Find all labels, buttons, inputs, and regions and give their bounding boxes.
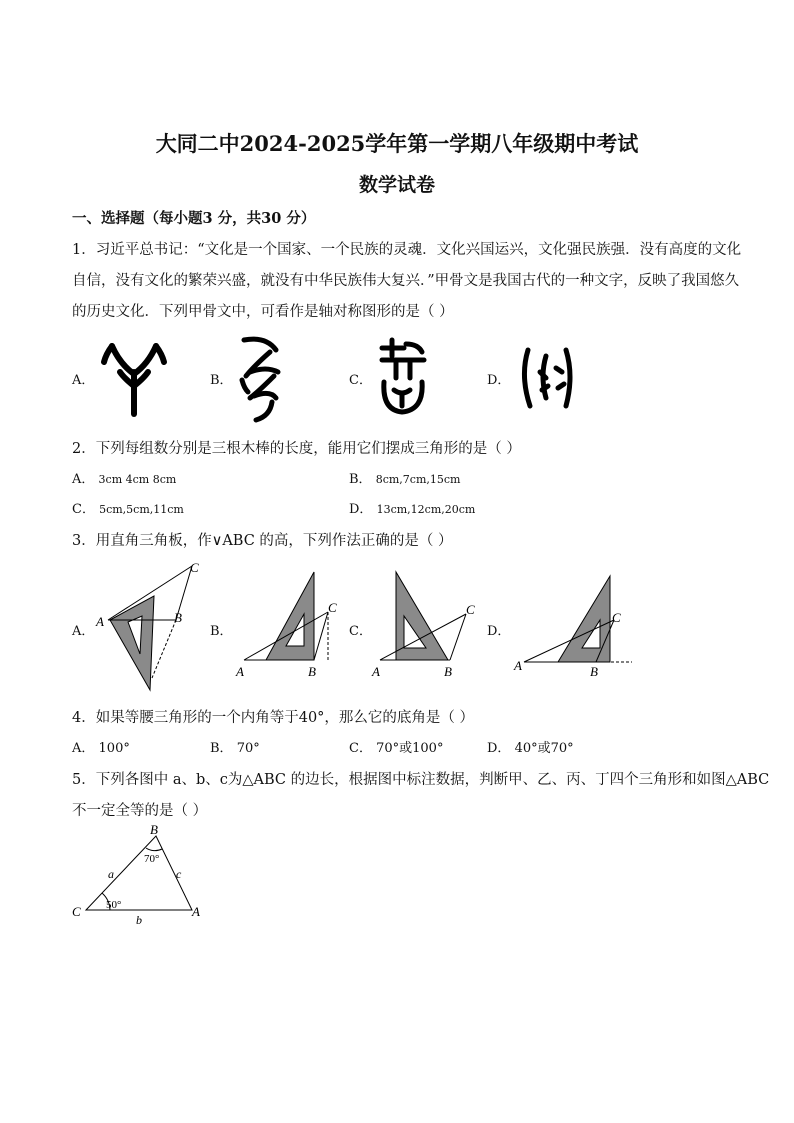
q5-vertex-b: B [150,822,158,837]
q4-option-b-label: B． [210,741,233,756]
q4-option-a-text: 100° [98,741,130,756]
q5-line-2: 不一定全等的是（ ） [72,803,208,819]
q5-side-b: b [136,913,142,927]
q2-option-d-label: D． [349,502,373,517]
q3-option-d-label: D． [487,624,511,639]
q3-c-label-b: B [444,664,452,679]
q3-d-label-c: C [612,610,621,625]
q2-option-a-label: A． [72,472,95,487]
q2-option-c-label: C． [72,502,95,517]
q5-angle-b: 70° [144,853,160,865]
q5-triangle-figure [70,820,210,930]
q2-option-b-label: B． [349,472,372,487]
q4-option-d-label: D． [487,741,511,756]
q5-side-a: a [108,867,114,881]
q4-option-b-text: 70° [236,741,260,756]
q1-line-3: 的历史文化．下列甲骨文中，可看作是轴对称图形的是（ ） [72,304,454,320]
q4-stem: 4．如果等腰三角形的一个内角等于40°，那么它的底角是（ ） [72,710,475,726]
oracle-glyph-d [516,342,582,414]
q3-stem: 3．用直角三角板，作∨ABC 的高，下列作法正确的是（ ） [72,533,453,549]
q4-option-d-text: 40°或70° [514,741,574,756]
q3-option-b-label: B． [210,624,233,639]
q1-option-b-label: B． [210,373,233,388]
q3-b-label-c: C [328,600,337,615]
exam-title: 大同二中2024-2025学年第一学期八年级期中考试 [155,131,639,156]
q3-option-c-label: C． [349,624,372,639]
oracle-glyph-b [236,332,284,424]
q3-c-label-a: A [372,664,380,679]
q1-option-d-label: D． [487,373,511,388]
q5-line-1: 5．下列各图中 a、b、c为△ABC 的边长，根据图中标注数据，判断甲、乙、丙、丁四个三角形和如图△ABC [72,772,770,788]
oracle-glyph-a [100,336,170,418]
q2-option-c-text: 5cm,5cm,11cm [99,503,184,516]
q4-option-c-label: C． [349,741,372,756]
q5-side-c: c [176,867,182,881]
q3-a-label-c: C [190,560,199,575]
q3-figure-b [232,568,348,680]
q3-b-label-b: B [308,664,316,679]
q4-option-c-text: 70°或100° [376,741,444,756]
q1-line-2: 自信，没有文化的繁荣兴盛，就没有中华民族伟大复兴．”甲骨文是我国古代的一种文字，反映了我国悠久 [72,273,740,289]
q1-option-c-label: C． [349,373,372,388]
q3-figure-c [370,568,486,680]
q3-c-label-c: C [466,602,475,617]
oracle-glyph-c [376,334,430,418]
q3-figure-d [510,572,646,678]
q3-a-label-b: B [174,610,182,625]
q3-b-label-a: A [236,664,244,679]
q2-option-a-text: 3cm 4cm 8cm [98,473,177,486]
q1-option-a-label: A． [72,373,95,388]
q5-vertex-c: C [72,904,81,919]
q3-d-label-a: A [514,658,522,673]
q3-figure-a [94,560,204,696]
q2-option-b-text: 8cm,7cm,15cm [375,473,461,486]
q3-option-a-label: A． [72,624,95,639]
section-heading: 一、选择题（每小题3 分，共30 分） [72,210,316,227]
q3-d-label-b: B [590,664,598,678]
q5-vertex-a: A [192,904,200,919]
q3-a-label-a: A [96,614,104,629]
q4-option-a-label: A． [72,741,95,756]
q2-stem: 2．下列每组数分别是三根木棒的长度，能用它们摆成三角形的是（ ） [72,441,521,457]
q5-angle-c: 50° [106,899,122,911]
exam-subtitle: 数学试卷 [358,174,435,196]
q2-option-d-text: 13cm,12cm,20cm [376,503,476,516]
q1-line-1: 1．习近平总书记：“文化是一个国家、一个民族的灵魂．文化兴国运兴，文化强民族强．没有高度的文化 [72,242,742,258]
